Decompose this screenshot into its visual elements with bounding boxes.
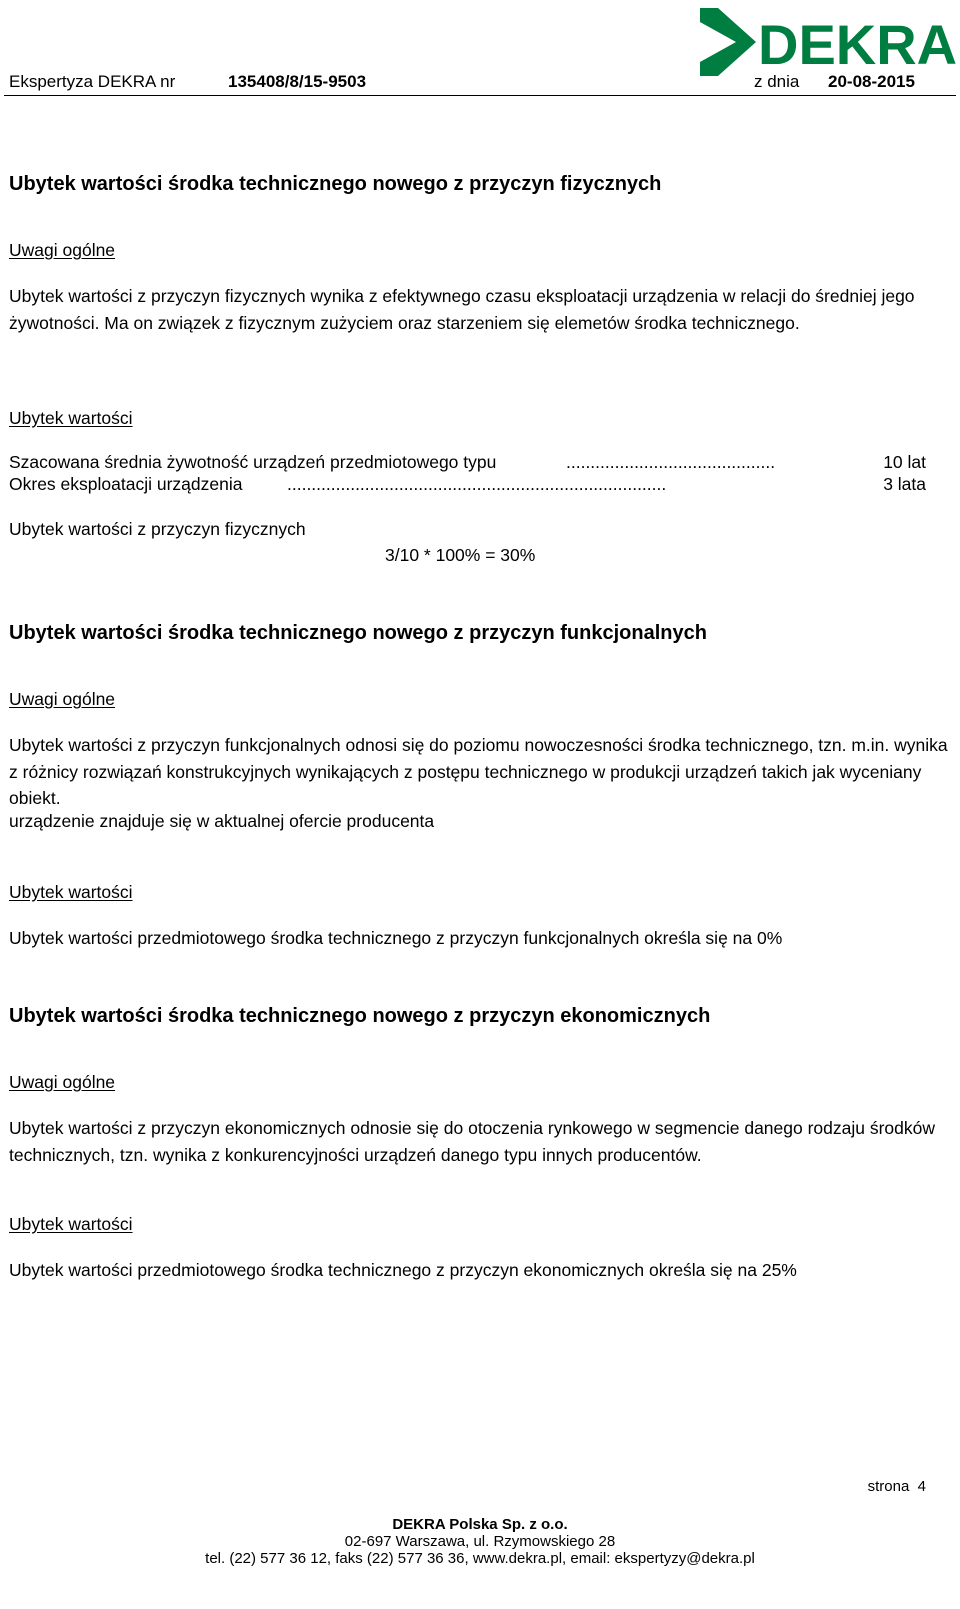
functional-heading: Ubytek wartości środka technicznego nowego z przyczyn funkcjonalnych — [9, 622, 707, 644]
report-number: 135408/8/15-9503 — [228, 72, 367, 91]
economic-general-text: Ubytek wartości z przyczyn ekonomicznych odnosie się do otoczenia rynkowego w segmencie danego rodzaju środków technicznych, tzn. wynika z konkurencyjności urządzeń danego typu innych producentów. — [9, 1118, 936, 1165]
physical-general-text: Ubytek wartości z przyczyn fizycznych wynika z efektywnego czasu eksploatacji urządzenia w relacji do średniej jego żywotności. Ma on związek z fizycznym zużyciem oraz starzeniem się elemetów środka technicznego. — [9, 286, 915, 333]
functional-general-label: Uwagi ogólne — [9, 689, 116, 709]
physical-loss-label: Ubytek wartości — [9, 408, 133, 428]
functional-loss-text: Ubytek wartości przedmiotowego środka technicznego z przyczyn funkcjonalnych określa się na 0% — [9, 928, 783, 948]
functional-note: urządzenie znajduje się w aktualnej ofercie producenta — [9, 811, 435, 831]
page-value: 4 — [917, 1478, 926, 1495]
economic-general-label: Uwagi ogólne — [9, 1072, 116, 1092]
functional-general-text: Ubytek wartości z przyczyn funkcjonalnych odnosi się do poziomu nowoczesności środka technicznego, tzn. m.in. wynika z różnicy rozwiązań konstrukcyjnych wynikających z postępu technicznego w produkcji urządzeń takich jak wyceniany obiekt. — [9, 735, 948, 808]
lifetime-label: Szacowana średnia żywotność urządzeń przedmiotowego typu — [9, 452, 497, 472]
physical-general-label: Uwagi ogólne — [9, 240, 116, 260]
page-label: strona — [867, 1478, 910, 1495]
physical-result-label: Ubytek wartości z przyczyn fizycznych — [9, 519, 306, 539]
operation-label: Okres eksploatacji urządzenia — [9, 474, 243, 494]
economic-loss-text: Ubytek wartości przedmiotowego środka technicznego z przyczyn ekonomicznych określa się na 25% — [9, 1260, 797, 1280]
footer-company: DEKRA Polska Sp. z o.o. — [392, 1516, 568, 1533]
page-number — [868, 1478, 926, 1495]
date-label: z dnia — [754, 72, 800, 91]
economic-heading: Ubytek wartości środka technicznego nowego z przyczyn ekonomicznych — [9, 1005, 711, 1027]
report-label: Ekspertyza DEKRA nr — [9, 72, 176, 91]
operation-dots: .............................................................................. — [287, 474, 667, 494]
functional-loss-label: Ubytek wartości — [9, 882, 133, 902]
dekra-logo — [698, 6, 960, 78]
header-divider — [4, 95, 956, 96]
physical-formula: 3/10 * 100% = 30% — [385, 545, 536, 565]
lifetime-dots: ........................................... — [566, 452, 776, 472]
lifetime-value: 10 lat — [883, 452, 926, 472]
footer-contact: tel. (22) 577 36 12, faks (22) 577 36 36, www.dekra.pl, email: ekspertyzy@dekra.pl — [205, 1550, 755, 1567]
operation-value: 3 lata — [883, 474, 926, 494]
physical-heading: Ubytek wartości środka technicznego nowego z przyczyn fizycznych — [9, 173, 662, 195]
report-date: 20-08-2015 — [828, 72, 915, 91]
logo-text: DEKRA — [758, 13, 958, 76]
economic-loss-label: Ubytek wartości — [9, 1214, 133, 1234]
footer-address: 02-697 Warszawa, ul. Rzymowskiego 28 — [344, 1533, 616, 1550]
